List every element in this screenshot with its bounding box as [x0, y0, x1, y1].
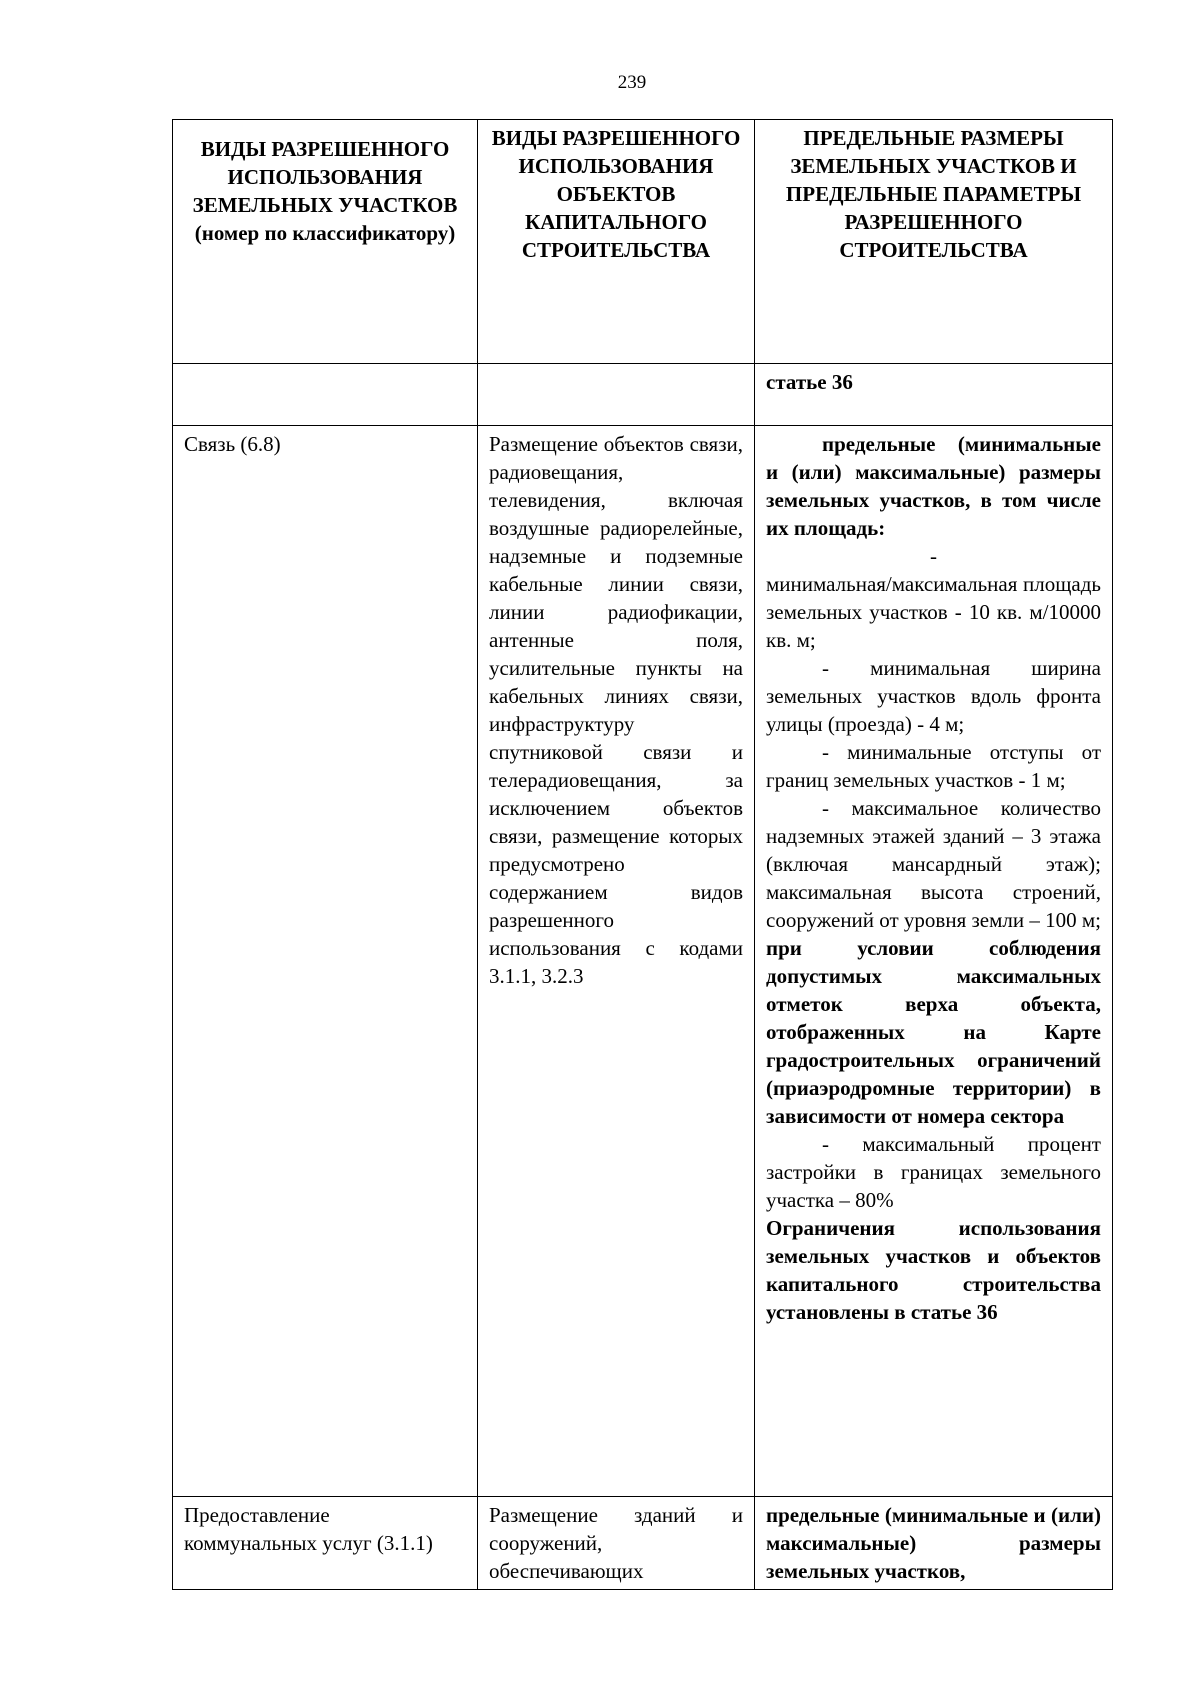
table-header-row — [173, 120, 1113, 364]
row-komm-col1: Предоставление коммунальных услуг (3.1.1) — [173, 1497, 478, 1590]
header-col1-sub: (номер по классификатору) — [194, 221, 456, 245]
row-komm-col3: предельные (минимальные и (или) максимальные) размеры земельных участков, — [755, 1497, 1113, 1590]
row-komm-col2: Размещение зданий и сооружений, обеспечивающих — [478, 1497, 755, 1590]
row-svyaz-col1: Связь (6.8) — [173, 426, 478, 1497]
row-svyaz-col2: Размещение объектов связи, радиовещания, телевидения, включая воздушные радиорелейные, надземные и подземные кабельные линии связи, линии радиофикации, антенные поля, усилительные пункты на кабельных линиях связи, инфраструктуру спутниковой связи и телерадиовещания, за исключением объектов связи, размещение которых предусмотрено содержанием видов разрешенного использования с кодами 3.1.1, 3.2.3 — [478, 426, 755, 1497]
limit-item-setback: - минимальные отступы от границ земельных участков - 1 м; — [766, 740, 1101, 792]
table-row — [173, 364, 1113, 426]
limits-heading: предельные (минимальные и (или) максимальные) размеры земельных участков, в том числе их площадь: — [766, 432, 1101, 540]
land-use-table — [172, 119, 1113, 1590]
page-number: 239 — [617, 72, 647, 93]
row-svyaz-col3 — [755, 426, 1113, 1497]
header-capital-object-types: ВИДЫ РАЗРЕШЕННОГО ИСПОЛЬЗОВАНИЯ ОБЪЕКТОВ КАПИТАЛЬНОГО СТРОИТЕЛЬСТВА — [478, 120, 755, 364]
list-dash: - — [930, 544, 937, 568]
limit-item-floors-text: - максимальное количество надземных этажей зданий – 3 этажа (включая мансардный этаж); максимальная высота строений, сооружений от уровня земли – 100 м; — [766, 796, 1101, 932]
limit-item-floors — [766, 794, 1101, 1130]
continuation-col2 — [478, 364, 755, 426]
table-row — [173, 426, 1113, 1497]
header-col1-main: ВИДЫ РАЗРЕШЕННОГО ИСПОЛЬЗОВАНИЯ ЗЕМЕЛЬНЫХ УЧАСТКОВ — [192, 137, 458, 217]
table-row — [173, 1497, 1113, 1590]
limit-item-area: минимальная/максимальная площадь земельных участков - 10 кв. м/10000 кв. м; — [766, 572, 1101, 652]
continuation-col3: статье 36 — [755, 364, 1113, 426]
header-land-use-types — [173, 120, 478, 364]
continuation-col1 — [173, 364, 478, 426]
restriction-note: Ограничения использования земельных участков и объектов капитального строительства установлены в статье 36 — [766, 1216, 1101, 1324]
header-limit-parameters: ПРЕДЕЛЬНЫЕ РАЗМЕРЫ ЗЕМЕЛЬНЫХ УЧАСТКОВ И ПРЕДЕЛЬНЫЕ ПАРАМЕТРЫ РАЗРЕШЕННОГО СТРОИТЕЛЬСТВА — [755, 120, 1113, 364]
limit-item-coverage: - максимальный процент застройки в границах земельного участка – 80% — [766, 1132, 1101, 1212]
limit-item-width: - минимальная ширина земельных участков вдоль фронта улицы (проезда) - 4 м; — [766, 656, 1101, 736]
limit-item-floors-condition: при условии соблюдения допустимых максимальных отметок верха объекта, отображенных на Карте градостроительных ограничений (приаэродромные территории) в зависимости от номера сектора — [766, 936, 1101, 1128]
